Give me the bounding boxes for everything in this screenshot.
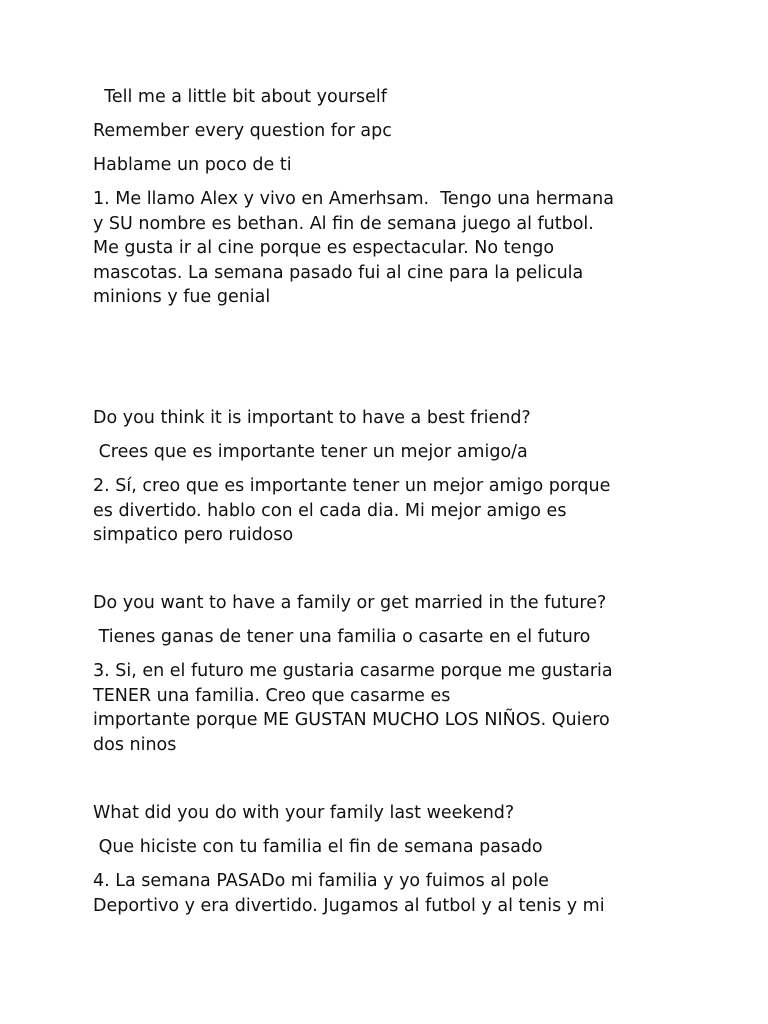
q4-answer-line: Deportivo y era divertido. Jugamos al futbol y al tenis y mi xyxy=(93,895,605,916)
q4-spanish-prompt: Que hiciste con tu familia el fin de semana pasado xyxy=(93,837,543,857)
q3-answer-line: importante porque ME GUSTAN MUCHO LOS NIÑOS. Quiero xyxy=(93,710,610,730)
q3-spanish-prompt: Tienes ganas de tener una familia o casarte en el futuro xyxy=(93,627,591,647)
q3-answer-line: 3. Si, en el futuro me gustaria casarme porque me gustaria xyxy=(93,661,613,681)
q3-answer-line: TENER una familia. Creo que casarme es xyxy=(93,685,451,706)
q1-spanish-prompt: Hablame un poco de ti xyxy=(93,155,292,175)
q3-answer-line: dos ninos xyxy=(93,734,177,755)
q2-english-prompt: Do you think it is important to have a best friend? xyxy=(93,408,531,428)
q2-answer-line: es divertido. hablo con el cada dia. Mi mejor amigo es xyxy=(93,500,567,521)
q1-answer-line: y SU nombre es bethan. Al fin de semana juego al futbol. xyxy=(93,213,594,234)
q4-english-prompt: What did you do with your family last weekend? xyxy=(93,803,515,823)
q1-answer-line: minions y fue genial xyxy=(93,287,271,307)
q1-english-prompt: Tell me a little bit about yourself xyxy=(93,87,387,107)
q1-answer-line: Me gusta ir al cine porque es espectacular. No tengo xyxy=(93,238,555,258)
q2-answer-line: 2. Sí, creo que es importante tener un mejor amigo porque xyxy=(93,476,611,496)
q2-answer-line: simpatico pero ruidoso xyxy=(93,525,294,545)
q1-answer-line: 1. Me llamo Alex y vivo en Amerhsam. Tengo una hermana xyxy=(93,189,614,209)
q3-english-prompt: Do you want to have a family or get married in the future? xyxy=(93,593,607,613)
q1-note: Remember every question for apc xyxy=(93,121,392,141)
q2-spanish-prompt: Crees que es importante tener un mejor amigo/a xyxy=(93,442,528,462)
q1-answer-line: mascotas. La semana pasado fui al cine para la pelicula xyxy=(93,262,584,283)
q4-answer-line: 4. La semana PASADo mi familia y yo fuimos al pole xyxy=(93,871,549,891)
